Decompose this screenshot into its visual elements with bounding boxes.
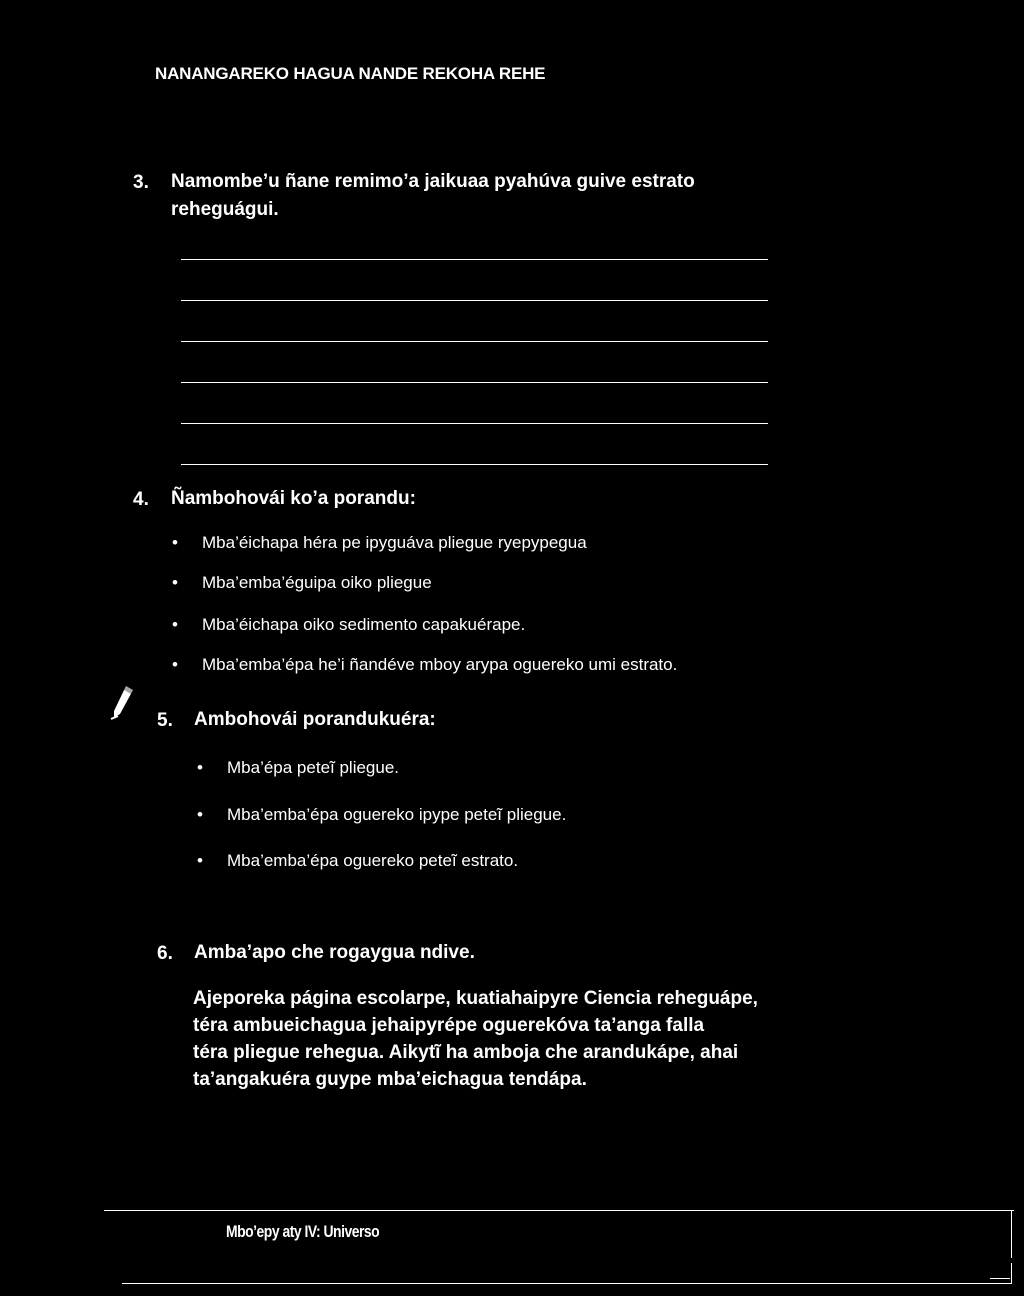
question-3-line-1: Namombe’u ñane remimo’a jaikuaa pyahúva guive estrato [171, 171, 695, 192]
question-5-bullet: • Mba’emba’épa oguereko ipype peteĩ pliegue. [197, 805, 567, 824]
question-5-title: Ambohovái porandukuéra: [194, 709, 436, 730]
paragraph-line: téra ambueichagua jehaipyrépe oguerekóva ta’anga falla [193, 1015, 705, 1036]
paragraph-line: téra pliegue rehegua. Aikytĩ ha amboja che arandukápe, ahai [193, 1042, 739, 1063]
bullet-icon: • [172, 573, 178, 592]
question-5-bullet: • Mba’emba’épa oguereko peteĩ estrato. [197, 851, 519, 870]
question-4-bullet: • Mba’éichapa héra pe ipyguáva pliegue ryepypegua [172, 533, 587, 552]
bullet-icon: • [197, 851, 203, 870]
bullet-icon: • [197, 758, 203, 777]
answer-line [181, 423, 768, 424]
question-4-bullet: • Mba’éichapa oiko sedimento capakuérape. [172, 615, 526, 634]
question-4-bullet: • Mba’emba’épa he’i ñandéve mboy arypa oguereko umi estrato. [172, 655, 678, 674]
paragraph-line: ta’angakuéra guype mba’eichagua tendápa. [193, 1069, 587, 1090]
answer-line [181, 464, 768, 465]
pencil-icon [108, 684, 136, 722]
paragraph-line: Ajeporeka página escolarpe, kuatiahaipyre Ciencia reheguápe, [193, 988, 758, 1009]
question-6-title: Amba’apo che rogaygua ndive. [194, 942, 475, 963]
answer-line [181, 300, 768, 301]
question-6-paragraph [193, 985, 758, 1093]
question-5-number: 5. [157, 710, 173, 731]
footer-corner-tick [990, 1278, 1010, 1279]
question-6-number: 6. [157, 943, 173, 964]
answer-line [181, 382, 768, 383]
question-4-number: 4. [133, 489, 149, 510]
bullet-icon: • [172, 533, 178, 552]
footer-right-rule-lower [1011, 1263, 1012, 1283]
question-5-bullet: • Mba’épa peteĩ pliegue. [197, 758, 400, 777]
question-4-title: Ñambohovái ko’a porandu: [171, 488, 416, 509]
question-3-line-2: reheguágui. [171, 199, 279, 220]
page-header-title: NANANGAREKO HAGUA NANDE REKOHA REHE [155, 64, 546, 83]
question-4-bullet: • Mba’emba’éguipa oiko pliegue [172, 573, 432, 592]
footer-unit-title: Mbo’epy aty IV: Universo [226, 1222, 380, 1241]
bullet-icon: • [172, 615, 178, 634]
footer-top-rule [104, 1210, 1014, 1211]
bullet-icon: • [197, 805, 203, 824]
answer-line [181, 259, 768, 260]
footer-right-rule [1011, 1210, 1012, 1258]
bullet-icon: • [172, 655, 178, 674]
footer-bottom-rule [122, 1283, 1012, 1284]
question-3-text [171, 168, 695, 224]
question-3-number: 3. [133, 172, 149, 193]
answer-line [181, 341, 768, 342]
